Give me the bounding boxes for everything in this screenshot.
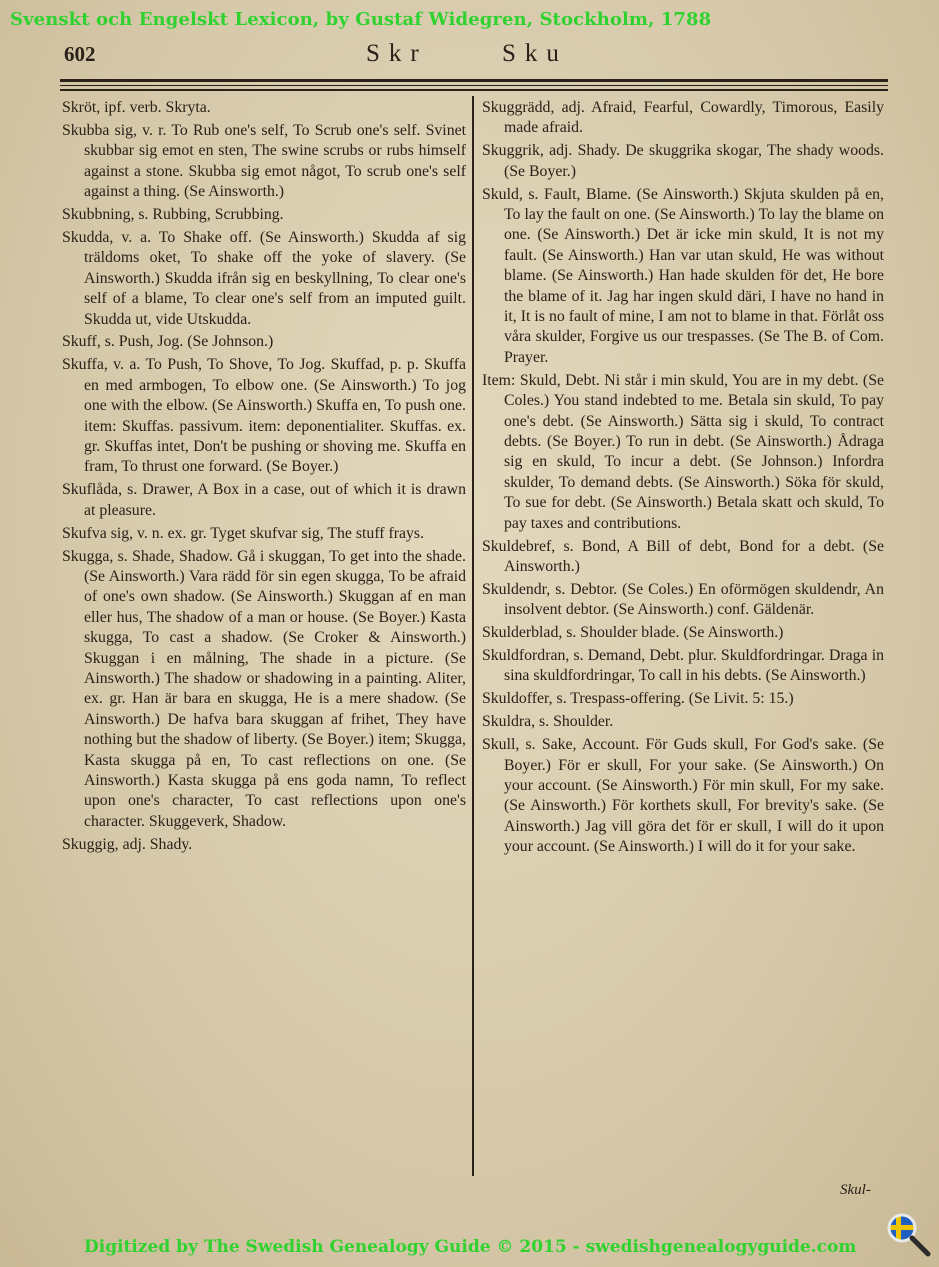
- swedish-flag-magnifier-icon: [884, 1210, 934, 1260]
- digitization-banner: Svenskt och Engelskt Lexicon, by Gustaf Widegren, Stockholm, 1788: [10, 9, 712, 30]
- dictionary-entry: Skuggig, adj. Shady.: [62, 835, 193, 853]
- dictionary-entry: Skuggrädd, adj. Afraid, Fearful, Cowardly, Timorous, Easily made afraid.: [482, 99, 884, 137]
- digitization-footer: Digitized by The Swedish Genealogy Guide © 2015 - swedishgenealogyguide.com: [84, 1237, 857, 1257]
- dictionary-entry: Item: Skuld, Debt. Ni står i min skuld, You are in my debt. (Se Coles.) You stand indebted to me. Betala sin skuld, To pay one's debt. (Se Ainsworth.) Sätta sig i skuld, To contract debts. (Se Boyer.) To run in debt. (Se Ainsworth.) Ådraga sig en skuld, To incur a debt. (Se Johnson.) Infordra skulder, To demand debts. (Se Ainsworth.) Söka för skuld, To sue for debt. (Se Ainsworth.) Betala skatt och skuld, To pay taxes and contributions.: [482, 371, 884, 532]
- dictionary-entry: Skuggrik, adj. Shady. De skuggrika skogar, The shady woods. (Se Boyer.): [482, 142, 884, 180]
- dictionary-entry: Skubbning, s. Rubbing, Scrubbing.: [62, 206, 284, 224]
- dictionary-entry: Skuld, s. Fault, Blame. (Se Ainsworth.) Skjuta skulden på en, To lay the fault on one. (Se Ainsworth.) To lay the blame on one. (Se Ainsworth.) Det är icke min skuld, It is not my fault. (Se Ainsworth.) Han var utan skuld, He was without blame. (Se Ainsworth.) Han hade skulden för det, He bore the blame of it. Jag har ingen skuld däri, I have no hand in it, It is no fault of mine, I am not to blame in that. Förlåt oss våra skulder, Forgive us our trespasses. (Se The B. of Com. Prayer.: [482, 185, 884, 366]
- header-rule: [60, 85, 888, 86]
- header-rule: [60, 79, 888, 82]
- dictionary-entry: Skuldebref, s. Bond, A Bill of debt, Bond for a debt. (Se Ainsworth.): [482, 537, 884, 575]
- column-divider: [472, 96, 474, 1176]
- left-column: [62, 98, 466, 858]
- dictionary-entry: Skuflåda, s. Drawer, A Box in a case, out of which it is drawn at pleasure.: [62, 481, 466, 519]
- catchword: Skul-: [840, 1182, 871, 1198]
- page-number: 602: [64, 42, 96, 66]
- dictionary-entry: Skuff, s. Push, Jog. (Se Johnson.): [62, 333, 274, 351]
- running-head-right: Sku: [502, 40, 568, 67]
- dictionary-entry: Skuldoffer, s. Trespass-offering. (Se Livit. 5: 15.): [482, 690, 794, 708]
- dictionary-entry: Skubba sig, v. r. To Rub one's self, To Scrub one's self. Svinet skubbar sig emot en sten, The swine scrubs or rubs himself against a stone. Skubba sig emot något, To scrub one's self against a thing. (Se Ainsworth.): [62, 121, 466, 201]
- header-rule: [60, 89, 888, 91]
- dictionary-entry: Skröt, ipf. verb. Skryta.: [62, 99, 211, 116]
- right-column: [482, 98, 884, 860]
- dictionary-entry: Skuldendr, s. Debtor. (Se Coles.) En oförmögen skuldendr, An insolvent debtor. (Se Ainsworth.) conf. Gäldenär.: [482, 580, 884, 619]
- dictionary-entry: Skufva sig, v. n. ex. gr. Tyget skufvar sig, The stuff frays.: [62, 524, 425, 542]
- dictionary-entry: Skugga, s. Shade, Shadow. Gå i skuggan, To get into the shade. (Se Ainsworth.) Vara rädd för sin egen skugga, To be afraid of one's own shadow. (Se Ainsworth.) Skuggan af en man eller hus, The shadow of a man or house. (Se Boyer.) Kasta skugga, To cast a shadow. (Se Croker & Ainsworth.) Skuggan i en målning, The shade in a picture. (Se Ainsworth.) The shadow or shadowing in a painting. Aliter, ex. gr. Han är bara en skugga, He is a mere shadow. (Se Ainsworth.) De hafva bara skuggan af frihet, They have nothing but the shadow of liberty. (Se Boyer.) item; Skugga, Kasta skugga på en, To cast reflections on one. (Se Ainsworth.) Kasta skugga på ens goda namn, To reflect upon one's character, To cast reflections upon one's character. Skuggeverk, Shadow.: [62, 547, 466, 830]
- dictionary-entry: Skuldra, s. Shoulder.: [482, 713, 614, 731]
- dictionary-entry: Skudda, v. a. To Shake off. (Se Ainsworth.) Skudda af sig träldoms oket, To shake off the yoke of slavery. (Se Ainsworth.) Skudda ifrån sig en beskyllning, To clear one's self of a blame, To clear one's self from an imputed guilt. Skudda ut, vide Utskudda.: [62, 228, 466, 328]
- dictionary-entry: Skull, s. Sake, Account. För Guds skull, For God's sake. (Se Boyer.) För er skull, For your sake. (Se Ainsworth.) On your account. (Se Ainsworth.) För min skull, For my sake. (Se Ainsworth.) För korthets skull, For brevity's sake. (Se Ainsworth.) Jag vill göra det för er skull, I will do it upon your account. (Se Ainsworth.) I will do it for your sake.: [482, 736, 884, 856]
- dictionary-entry: Skuffa, v. a. To Push, To Shove, To Jog. Skuffad, p. p. Skuffa en med armbogen, To elbow one. (Se Ainsworth.) To jog one with the elbow. (Se Ainsworth.) Skuffa en, To push one. item: Skuffas. passivum. item: deponentialiter. Skuffas. ex. gr. Skuffas intet, Don't be pushing or shoving me. Skuffa en fram, To thrust one forward. (Se Boyer.): [62, 356, 466, 476]
- dictionary-entry: Skuldfordran, s. Demand, Debt. plur. Skuldfordringar. Draga in sina skuldfordringar, To call in his debts. (Se Ainsworth.): [482, 647, 884, 685]
- running-head-left: Skr: [366, 40, 428, 67]
- dictionary-entry: Skulderblad, s. Shoulder blade. (Se Ainsworth.): [482, 624, 784, 642]
